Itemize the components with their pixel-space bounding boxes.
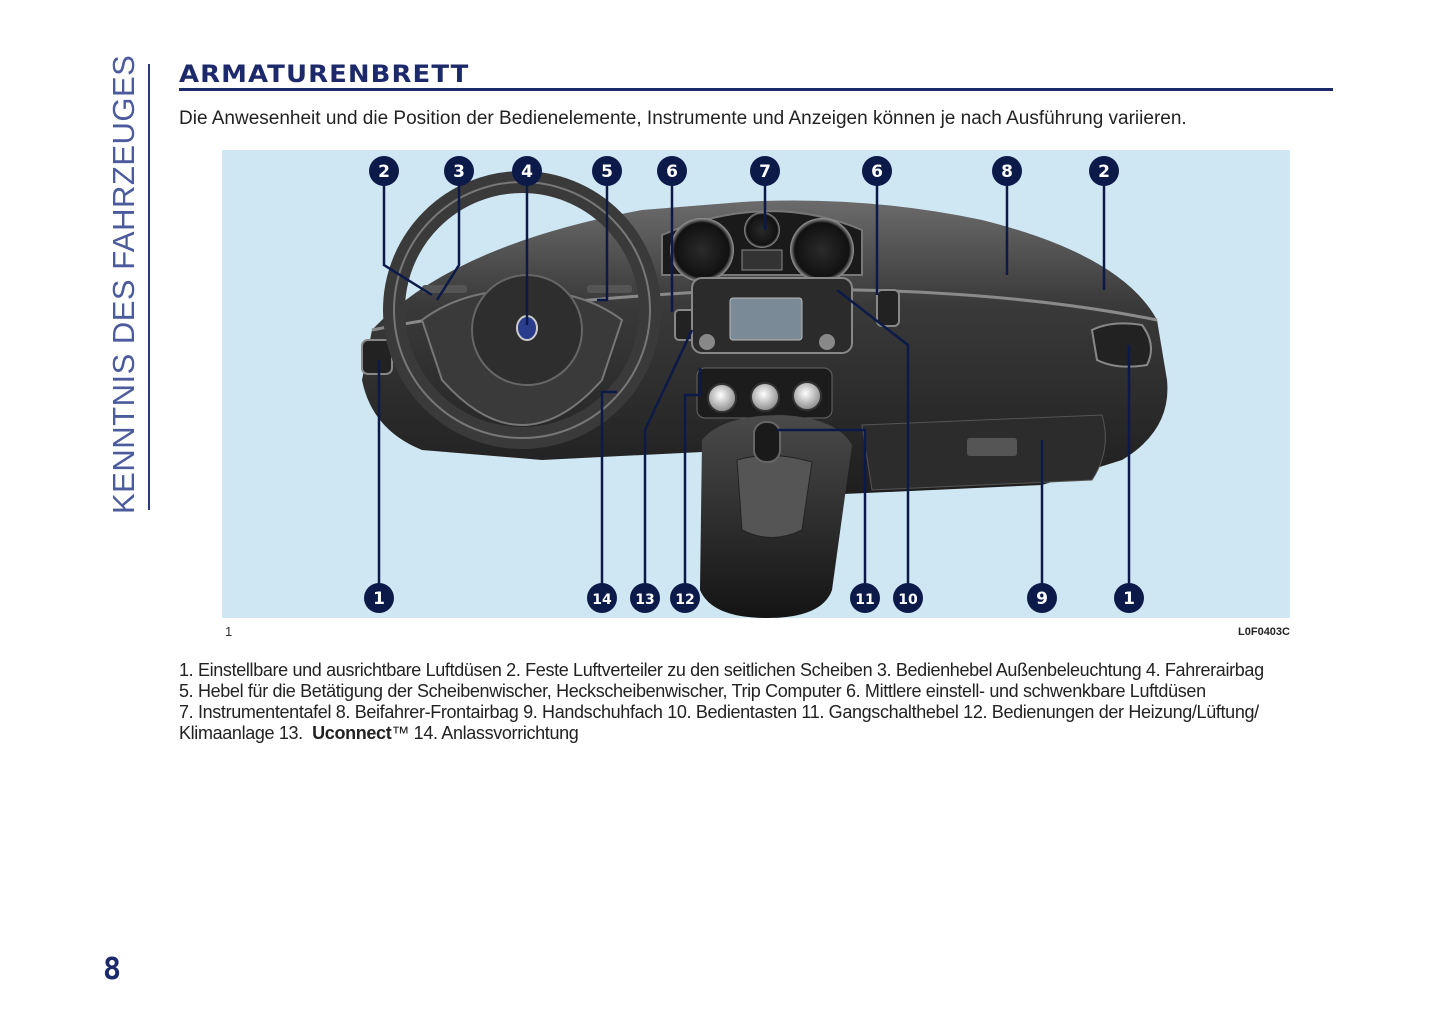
caption-line: 7. Instrumententafel 8. Beifahrer-Frontairbag 9. Handschuhfach 10. Bedientasten 11. Gangschalthebel 12. Bedienungen der Heizung/Lüftung/ bbox=[179, 702, 1259, 722]
callout-label: 14 bbox=[592, 592, 612, 608]
caption-line: 5. Hebel für die Betätigung der Scheibenwischer, Heckscheibenwischer, Trip Computer 6. Mittlere einstell- und schwenkbare Luftdüsen bbox=[179, 681, 1206, 701]
callout-label: 11 bbox=[855, 592, 875, 608]
right-vent bbox=[1092, 323, 1151, 366]
caption-text: Klimaanlage 13. bbox=[179, 723, 303, 743]
callout-label: 5 bbox=[601, 162, 613, 182]
speedometer bbox=[790, 218, 854, 282]
glovebox-handle bbox=[967, 438, 1017, 456]
figure-number: 1 bbox=[225, 624, 233, 639]
chapter-rule bbox=[148, 64, 150, 510]
callout-label: 3 bbox=[453, 162, 465, 182]
callout-badge bbox=[512, 156, 542, 186]
callout-badge bbox=[862, 156, 892, 186]
left-vent bbox=[362, 340, 392, 374]
callout-badge bbox=[657, 156, 687, 186]
figure-code: L0F0403C bbox=[1238, 626, 1290, 638]
callout-badge bbox=[750, 156, 780, 186]
title-rule bbox=[179, 88, 1333, 91]
callout-badge bbox=[592, 156, 622, 186]
callout-label: 1 bbox=[373, 589, 385, 609]
callout-label: 9 bbox=[1036, 589, 1048, 609]
figure-caption bbox=[179, 660, 1299, 744]
callout-badge bbox=[587, 583, 617, 613]
caption-line bbox=[179, 723, 1299, 744]
callout-badge bbox=[364, 583, 394, 613]
callout-badge bbox=[630, 583, 660, 613]
radio-display bbox=[730, 298, 802, 340]
caption-line: 1. Einstellbare und ausrichtbare Luftdüsen 2. Feste Luftverteiler zu den seitlichen Scheiben 3. Bedienhebel Außenbeleuchtung 4. Fahrerairbag bbox=[179, 660, 1264, 680]
chapter-title: KENNTNIS DES FAHRZEUGES bbox=[106, 54, 141, 514]
callout-label: 2 bbox=[378, 162, 390, 182]
callout-label: 13 bbox=[635, 592, 655, 608]
callout-label: 7 bbox=[759, 162, 771, 182]
callout-badge bbox=[1089, 156, 1119, 186]
section-title: ARMATURENBRETT bbox=[179, 60, 470, 88]
callout-label: 12 bbox=[675, 592, 695, 608]
callout-label: 1 bbox=[1123, 589, 1135, 609]
intro-text: Die Anwesenheit und die Position der Bedienelemente, Instrumente und Anzeigen können je nach Ausführung variieren. bbox=[179, 108, 1187, 129]
caption-text: ™ 14. Anlassvorrichtung bbox=[391, 723, 579, 743]
callout-label: 10 bbox=[898, 592, 918, 608]
dashboard-illustration bbox=[222, 150, 1290, 618]
callout-badge bbox=[444, 156, 474, 186]
callout-badge bbox=[1114, 583, 1144, 613]
page-number: 8 bbox=[103, 952, 122, 987]
tachometer bbox=[670, 218, 734, 282]
callout-badge bbox=[850, 583, 880, 613]
callout-badge bbox=[893, 583, 923, 613]
dashboard-figure bbox=[222, 150, 1290, 618]
uconnect-brand: Uconnect bbox=[312, 723, 392, 743]
callout-label: 4 bbox=[521, 162, 533, 182]
callout-badge bbox=[992, 156, 1022, 186]
callout-label: 6 bbox=[871, 162, 883, 182]
gear-knob bbox=[754, 422, 780, 462]
callout-badge bbox=[670, 583, 700, 613]
callout-badge bbox=[1027, 583, 1057, 613]
callout-label: 8 bbox=[1001, 162, 1013, 182]
callout-badge bbox=[369, 156, 399, 186]
callout-label: 6 bbox=[666, 162, 678, 182]
callout-label: 2 bbox=[1098, 162, 1110, 182]
